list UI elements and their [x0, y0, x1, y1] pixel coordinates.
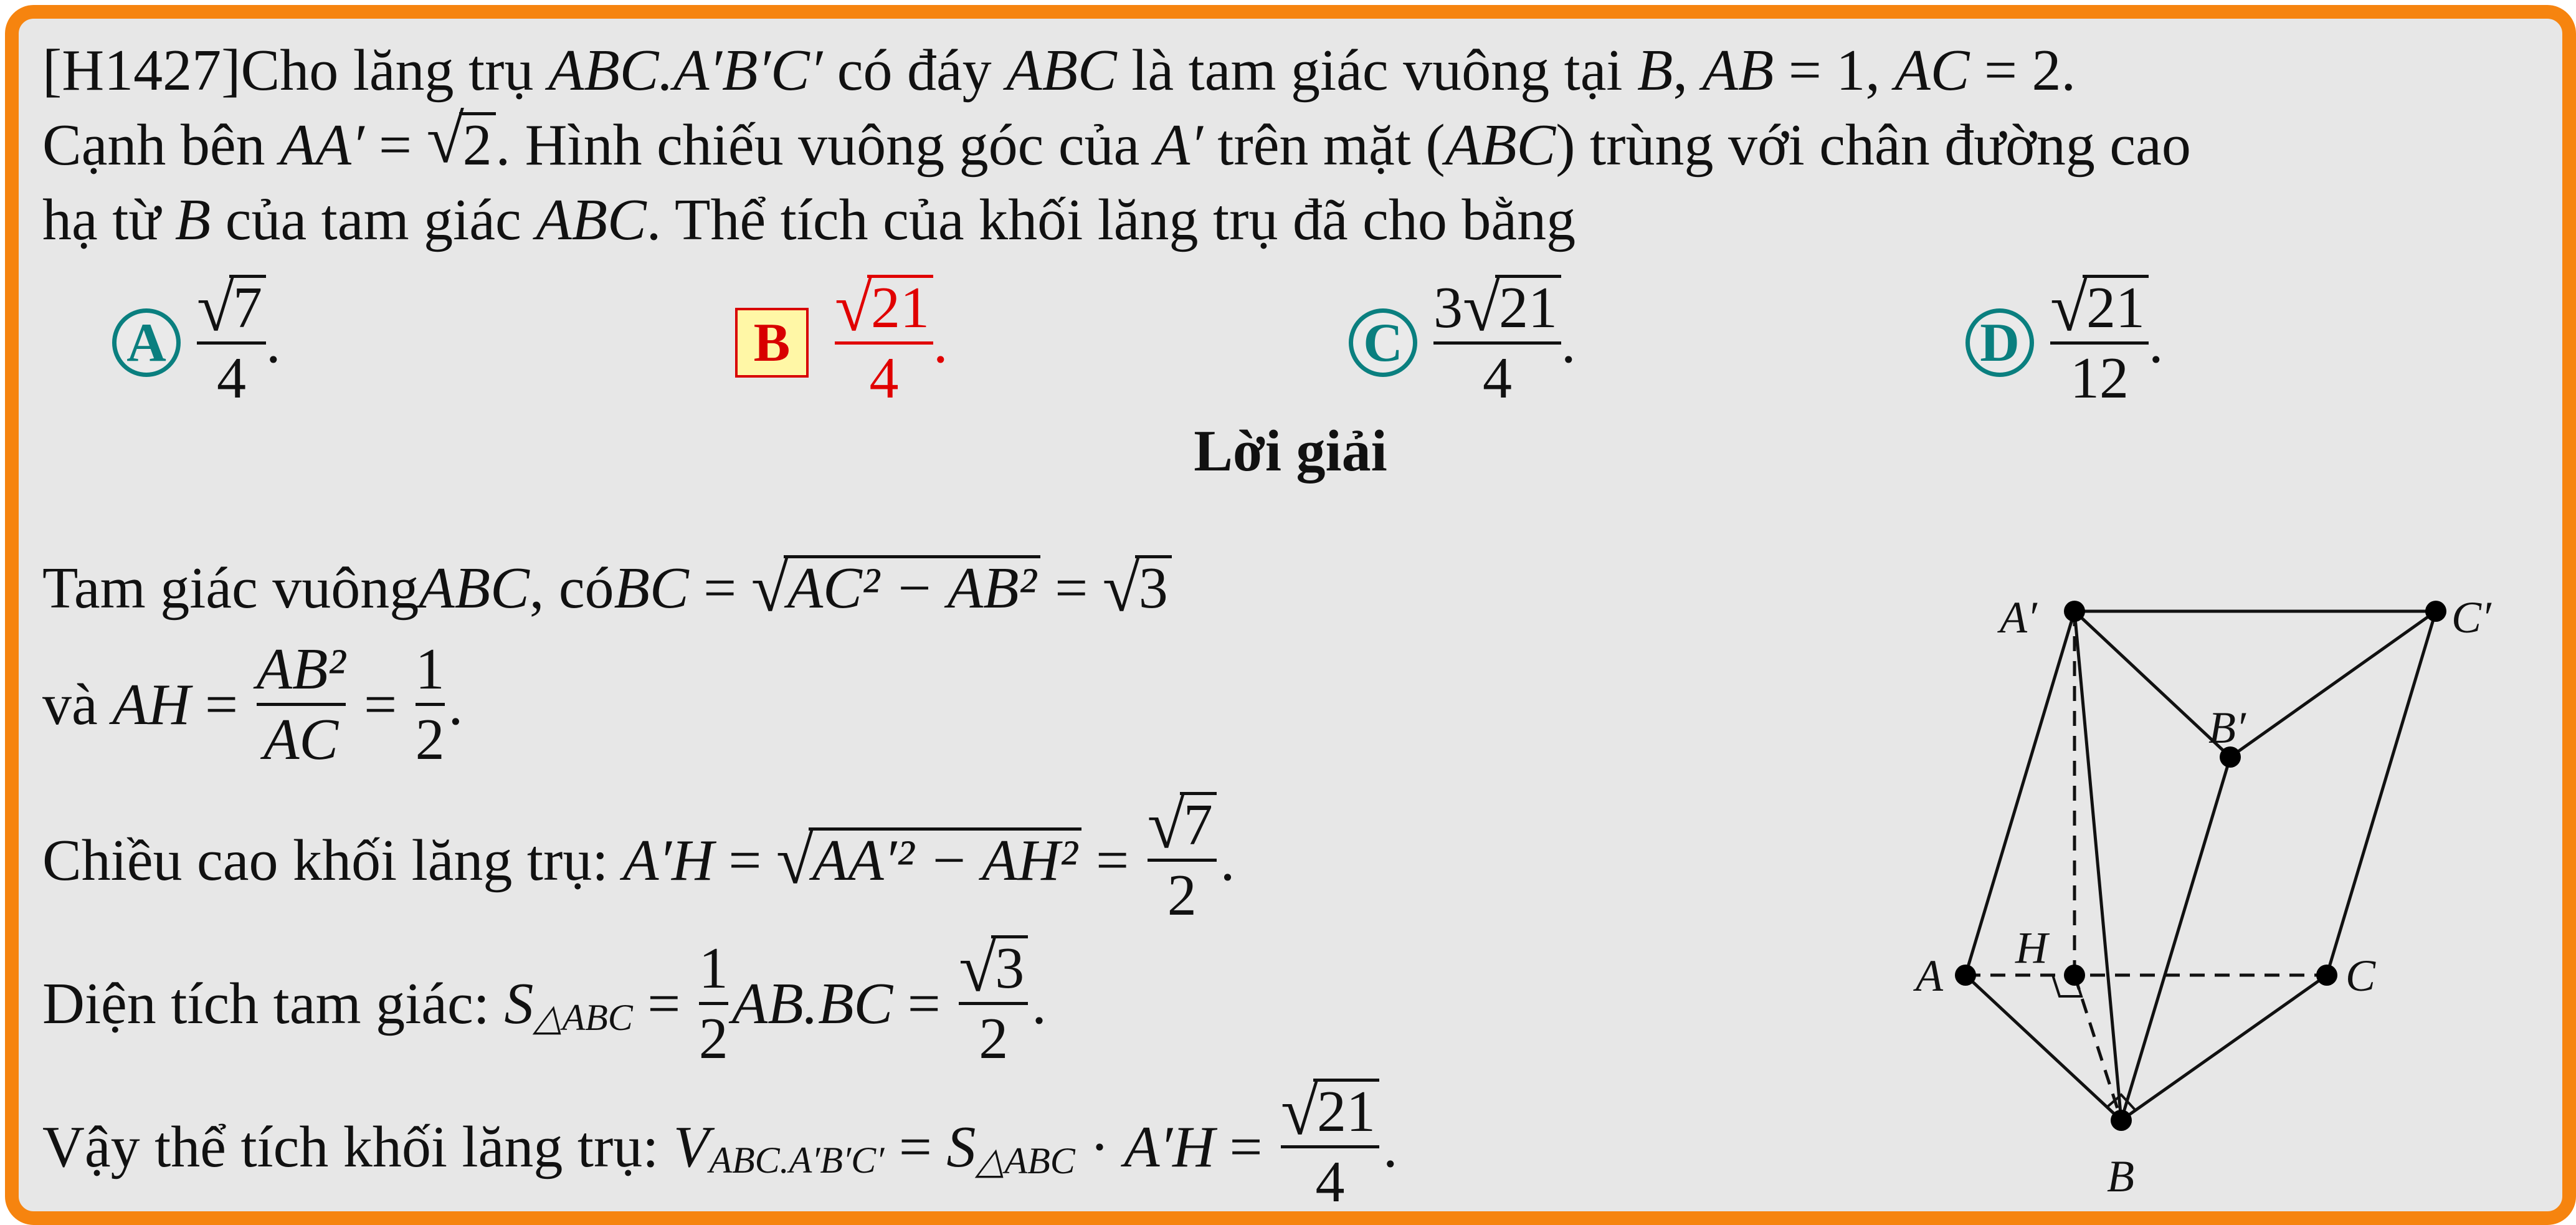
vertex-a	[1955, 965, 1976, 986]
denominator: 4	[1281, 1145, 1379, 1216]
problem-card	[5, 5, 2576, 1225]
radicand: 7	[229, 275, 266, 338]
text: .	[1032, 971, 1047, 1036]
math: A′H	[622, 827, 714, 893]
text: ) trùng với chân đường cao	[1556, 113, 2191, 178]
text: =	[713, 827, 776, 893]
point-h	[2064, 965, 2085, 986]
math: A′H	[1124, 1114, 1215, 1180]
math: ABC	[419, 556, 530, 621]
numerator: 1	[698, 936, 728, 1001]
edge-b-c	[2121, 975, 2327, 1120]
label-b: B	[2107, 1151, 2134, 1201]
label-a1: A′	[2000, 593, 2037, 642]
math: ABC	[1445, 113, 1556, 178]
denominator: 2	[1148, 859, 1217, 929]
text: Diện tích tam giác:	[42, 971, 505, 1036]
option-value: √ 21 4	[835, 274, 933, 412]
denominator: 2	[699, 1002, 728, 1072]
option-letter-a: A	[112, 308, 181, 377]
text: Chiều cao khối lăng trụ:	[42, 827, 623, 893]
text: Vậy thể tích khối lăng trụ:	[42, 1114, 673, 1180]
text: , có	[529, 556, 614, 621]
math: B	[174, 188, 211, 252]
math: BC	[614, 556, 689, 621]
label-h: H	[2015, 923, 2048, 973]
denominator: 2	[416, 703, 445, 773]
option-value: √ 7 4	[197, 274, 266, 412]
edge-c-c1	[2327, 611, 2436, 975]
math: AB.BC	[731, 971, 893, 1036]
edge-b-b1	[2121, 757, 2230, 1120]
segment-a1-b	[2075, 611, 2121, 1120]
text: . Thể tích của khối lăng trụ đã cho bằng	[646, 188, 1576, 252]
text: =	[1040, 556, 1103, 621]
math: S	[946, 1114, 976, 1180]
label-c: C	[2345, 951, 2376, 1001]
option-letter-d: D	[1965, 308, 2034, 377]
text: là tam giác vuông tại	[1116, 38, 1638, 103]
math: A′	[1154, 113, 1203, 178]
problem-code: [H1427]	[42, 38, 241, 103]
radicand: 21	[1313, 1079, 1379, 1142]
text: =	[190, 672, 253, 737]
math: S	[504, 971, 534, 1036]
option-value: √ 21 12	[2050, 274, 2149, 412]
denominator: 4	[1433, 341, 1561, 412]
denominator: 2	[959, 1002, 1028, 1072]
math: ABC	[1006, 38, 1117, 103]
radicand: AC² − AB²	[784, 555, 1040, 618]
sqrt: √ AC² − AB²	[751, 555, 1040, 622]
text: =	[893, 971, 956, 1036]
label-b1: B′	[2208, 703, 2246, 753]
text: = 2.	[1969, 38, 2076, 103]
period: .	[933, 310, 948, 375]
option-value: 3 √ 21 4	[1433, 274, 1561, 412]
numerator: AB²	[256, 637, 346, 702]
radicand: 3	[991, 935, 1028, 998]
text: =	[1081, 827, 1144, 893]
denominator: AC	[257, 703, 346, 773]
fraction: √ 7 2	[1148, 791, 1217, 929]
edge-a1-b1	[2075, 611, 2230, 757]
subscript: △ABC	[533, 996, 633, 1038]
coef: 3	[1433, 275, 1463, 340]
vertex-a1	[2064, 601, 2085, 622]
text: Cạnh bên	[42, 113, 280, 178]
label-c1: C′	[2451, 593, 2491, 642]
math: AA′	[280, 113, 364, 178]
radicand: 7	[1180, 792, 1217, 855]
text: =	[632, 971, 695, 1036]
text: và	[42, 672, 113, 737]
denominator: 4	[835, 341, 933, 412]
text: có đáy	[822, 38, 1007, 103]
period: .	[266, 310, 281, 375]
prism-figure	[19, 19, 2562, 1211]
text: = 1,	[1774, 38, 1895, 103]
label-a: A	[1916, 951, 1943, 1001]
period: .	[2149, 310, 2164, 375]
text: .	[1220, 827, 1235, 893]
math: ABC.A′B′C′	[548, 38, 823, 103]
vertex-b	[2111, 1110, 2132, 1131]
radicand: 2	[459, 112, 496, 175]
option-letter-c: C	[1349, 308, 1417, 377]
edge-b1-c1	[2230, 611, 2436, 757]
subscript: ABC.A′B′C′	[709, 1140, 885, 1181]
text: =	[1215, 1114, 1278, 1180]
fraction: √ 21 4	[1281, 1078, 1379, 1216]
sqrt: √ AA′² − AH²	[776, 827, 1081, 894]
denominator: 12	[2050, 341, 2149, 412]
text: =	[349, 672, 412, 737]
math: AC	[1894, 38, 1970, 103]
text: Tam giác vuông	[42, 556, 419, 621]
text: .	[448, 672, 463, 737]
fraction: √ 3 2	[959, 935, 1028, 1072]
subscript: △ABC	[976, 1140, 1075, 1181]
period: .	[1561, 310, 1576, 375]
radicand: 21	[2083, 275, 2149, 338]
sqrt: √ 2	[427, 111, 496, 179]
text: Cho lăng trụ	[240, 38, 548, 103]
math: AH	[112, 672, 191, 737]
text: =	[884, 1114, 947, 1180]
text: =	[688, 556, 751, 621]
numerator: 1	[415, 637, 445, 702]
math: AB	[1702, 38, 1774, 103]
text: . Hình chiếu vuông góc của	[495, 113, 1154, 178]
vertex-c1	[2425, 601, 2446, 622]
radicand: 3	[1135, 555, 1172, 618]
text: ·	[1075, 1114, 1124, 1180]
sqrt: √ 3	[1103, 555, 1172, 622]
radicand: 21	[867, 275, 933, 338]
edge-a-a1	[1965, 611, 2075, 975]
option-letter-b: B	[735, 308, 809, 378]
text: .	[1383, 1114, 1398, 1180]
text: hạ từ	[42, 188, 175, 252]
radicand: 21	[1495, 275, 1561, 338]
solution-title: Lời giải	[1194, 419, 1387, 484]
math: B	[1637, 38, 1673, 103]
vertex-c	[2316, 965, 2337, 986]
text: =	[364, 113, 427, 178]
radicand: AA′² − AH²	[809, 827, 1081, 890]
text: trên mặt (	[1202, 113, 1445, 178]
denominator: 4	[197, 341, 266, 412]
text: của tam giác	[211, 188, 536, 252]
math: V	[673, 1114, 710, 1180]
text: ,	[1673, 38, 1703, 103]
math: ABC	[536, 188, 647, 252]
